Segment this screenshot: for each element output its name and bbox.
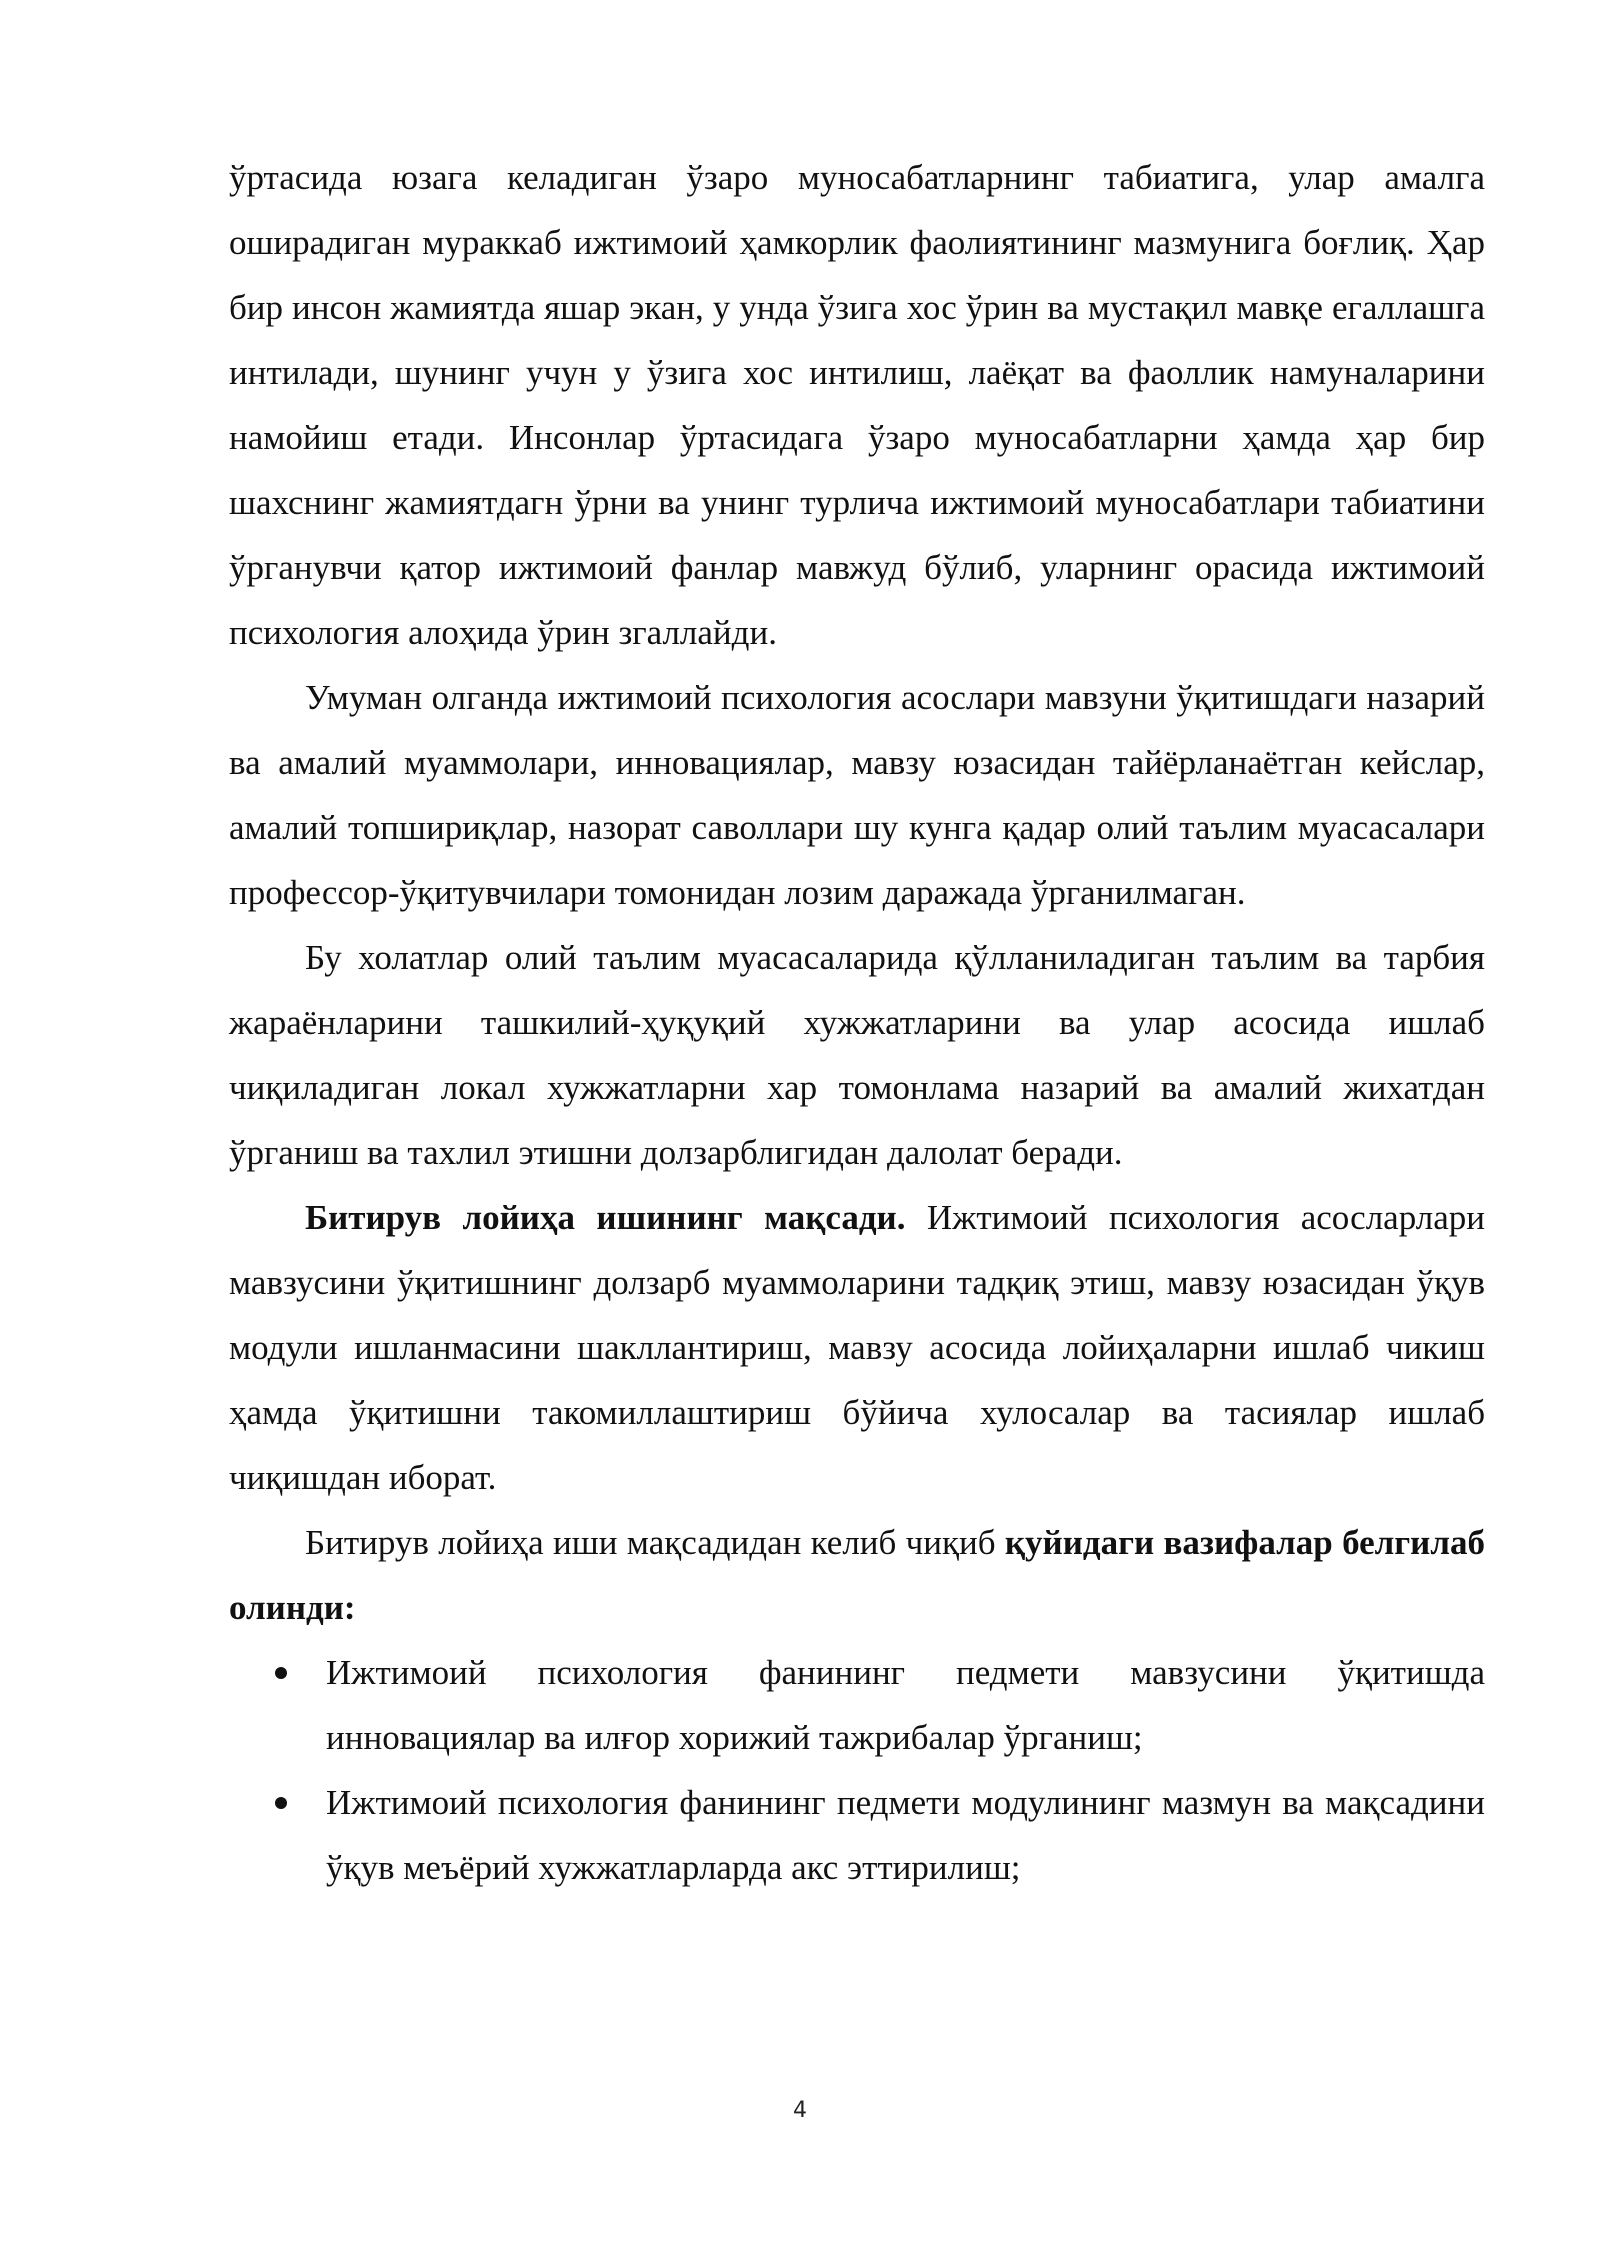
tasks-heading: қуйидаги вазифалар белгилаб олинди: (229, 1523, 1485, 1627)
list-item-text: Ижтимоий психология фанининг педмети мавзусини ўқитишда инновациялар ва илғор хорижий тажрибалар ўрганиш; (326, 1653, 1485, 1757)
page-body (229, 145, 1485, 1900)
tasks-intro-text: Битирув лойиҳа иши мақсадидан келиб чиқиб (305, 1523, 1005, 1562)
paragraph-intro: ўртасида юзага келадиган ўзаро муносабатларнинг табиатига, улар амалга оширадиган мураккаб ижтимоий ҳамкорлик фаолиятининг мазмунига боғлиқ. Ҳар бир инсон жамиятда яшар экан, у унда ўзига хос ўрин ва мустақил мавқе егаллашга интилади, шунинг учун у ўзига хос интилиш, лаёқат ва фаоллик намуналарини намойиш етади. Инсонлар ўртасидага ўзаро муносабатларни ҳамда ҳар бир шахснинг жамиятдагн ўрни ва унинг турлича ижтимоий муносабатлари табиатини ўрганувчи қатор ижтимоий фанлар мавжуд бўлиб, уларнинг орасида ижтимоий психология алоҳида ўрин згаллайди. (229, 158, 1485, 652)
goal-heading: Битирув лойиҳа ишининг мақсади. (305, 1198, 906, 1237)
list-item (229, 1770, 1485, 1900)
tasks-list (229, 1640, 1485, 1900)
page-number: 4 (793, 2098, 807, 2123)
bullet-icon (275, 1797, 287, 1809)
paragraph-tasks-intro (229, 1510, 1485, 1640)
bullet-icon (275, 1667, 287, 1679)
list-item-text: Ижтимоий психология фанининг педмети модулининг мазмун ва мақсадини ўқув меъёрий хужжатларларда акс эттирилиш; (326, 1783, 1485, 1887)
list-item (229, 1640, 1485, 1770)
paragraph-situation: Бу холатлар олий таълим муасасаларида қўлланиладиган таълим ва тарбия жараёнларини ташкилий-ҳуқуқий хужжатларини ва улар асосида ишлаб чиқиладиган локал хужжатларни хар томонлама назарий ва амалий жихатдан ўрганиш ва тахлил этишни долзарблигидан далолат беради. (229, 938, 1485, 1172)
goal-text: Ижтимоий психология асосларлари мавзусини ўқитишнинг долзарб муаммоларини тадқиқ этиш, мавзу юзасидан ўқув модули ишланмасини шакллантириш, мавзу асосида лойиҳаларни ишлаб чикиш ҳамда ўқитишни такомиллаштириш бўйича хулосалар ва тасиялар ишлаб чиқишдан иборат. (229, 1198, 1485, 1497)
paragraph-relevance: Умуман олганда ижтимоий психология асослари мавзуни ўқитишдаги назарий ва амалий муаммолари, инновациялар, мавзу юзасидан тайёрланаётган кейслар, амалий топшириқлар, назорат саволлари шу кунга қадар олий таълим муасасалари профессор-ўқитувчилари томонидан лозим даражада ўрганилмаган. (229, 678, 1485, 912)
paragraph-goal (229, 1185, 1485, 1510)
